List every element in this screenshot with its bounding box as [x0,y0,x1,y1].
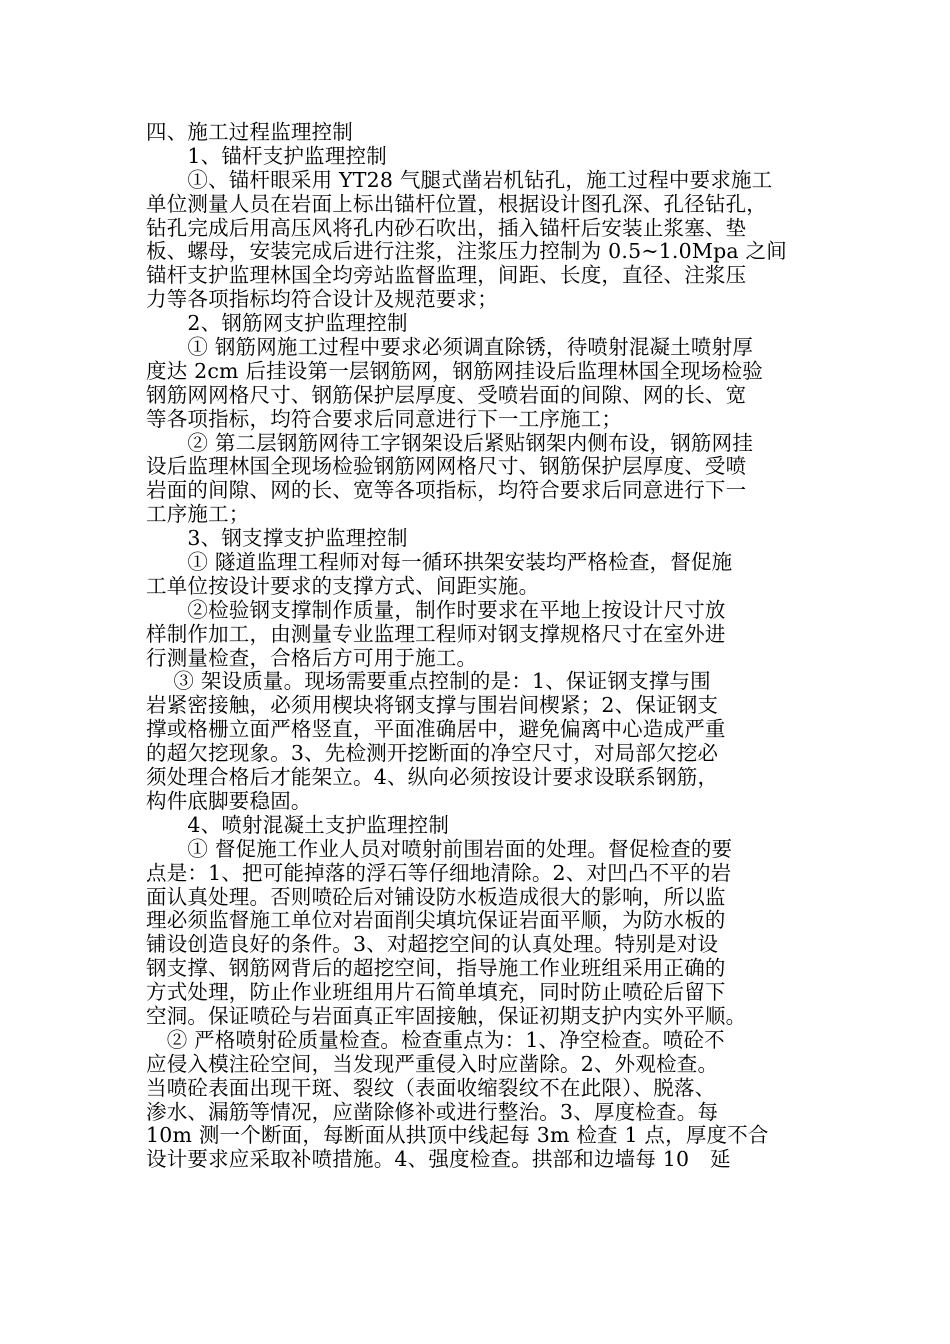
body-text-line: 单位测量人员在岩面上标出锚杆位置，根据设计图孔深、孔径钻孔， [146,191,767,216]
body-text-line: 空洞。保证喷砼与岩面真正牢固接触，保证初期支护内实外平顺。 [146,1003,747,1028]
body-text-line: 锚杆支护监理林国全均旁站监督监理，间距、长度，直径、注浆压 [146,263,747,288]
body-text-line: ③ 架设质量。现场需要重点控制的是：1、保证钢支撑与围 [146,669,711,694]
body-text-line: 构件底脚要稳固。 [146,788,312,813]
body-text-line: ②检验钢支撑制作质量，制作时要求在平地上按设计尺寸放 [146,597,726,622]
body-text-line: 撑或格栅立面严格竖直，平面准确居中，避免偏离中心造成严重 [146,717,726,742]
body-text-line: ①、锚杆眼采用 YT28 气腿式凿岩机钻孔，施工过程中要求施工 [146,167,773,192]
body-text-line: 岩紧密接触，必须用楔块将钢支撑与围岩间楔紧；2、保证钢支 [146,693,719,718]
body-text-line: ② 严格喷射砼质量检查。检查重点为：1、净空检查。喷砼不 [146,1027,725,1052]
body-text-line: 岩面的间隙、网的长、宽等各项指标，均符合要求后同意进行下一 [146,478,747,503]
subsection-heading: 2、钢筋网支护监理控制 [146,311,408,336]
subsection-heading: 3、钢支撑支护监理控制 [146,526,408,551]
body-text-line: 工单位按设计要求的支撑方式、间距实施。 [146,573,540,598]
subsection-heading: 1、锚杆支护监理控制 [146,143,387,168]
body-text-line: 工序施工； [146,502,250,527]
body-text-line: ② 第二层钢筋网待工字钢架设后紧贴钢架内侧布设，钢筋网挂 [146,430,754,455]
body-text-line: 铺设创造良好的条件。3、对超挖空间的认真处理。特别是对设 [146,932,719,957]
subsection-heading: 4、喷射混凝土支护监理控制 [146,812,450,837]
body-text-line: 力等各项指标均符合设计及规范要求； [146,287,498,312]
body-text-line: 行测量检查，合格后方可用于施工。 [146,645,478,670]
body-text-line: 钻孔完成后用高压风将孔内砂石吹出，插入锚杆后安装止浆塞、垫 [146,215,747,240]
body-text-line: 钢筋网网格尺寸、钢筋保护层厚度、受喷岩面的间隙、网的长、宽 [146,382,747,407]
body-text-line: ① 钢筋网施工过程中要求必须调直除锈，待喷射混凝土喷射厚 [146,335,754,360]
body-text-line: 设后监理林国全现场检验钢筋网网格尺寸、钢筋保护层厚度、受喷 [146,454,747,479]
body-text-line: 方式处理，防止作业班组用片石简单填充，同时防止喷砼后留下 [146,980,726,1005]
body-text-line: 的超欠挖现象。3、先检测开挖断面的净空尺寸，对局部欠挖必 [146,741,719,766]
document-page [146,121,806,1172]
body-text-line: 应侵入模注砼空间，当发现严重侵入时应凿除。2、外观检查。 [146,1051,719,1076]
body-text-line: 10m 测一个断面，每断面从拱顶中线起每 3m 检查 1 点，厚度不合 [146,1123,769,1148]
body-text-line: 面认真处理。否则喷砼后对铺设防水板造成很大的影响，所以监 [146,884,726,909]
body-text-line: ① 隧道监理工程师对每一循环拱架安装均严格检查，督促施 [146,550,733,575]
body-text-line: 度达 2cm 后挂设第一层钢筋网，钢筋网挂设后监理林国全现场检验 [146,358,763,383]
body-text-line: 样制作加工，由测量专业监理工程师对钢支撑规格尺寸在室外进 [146,621,726,646]
body-text-line: 设计要求应采取补喷措施。4、强度检查。拱部和边墙每 10 延 [146,1147,731,1172]
body-text-line: 渗水、漏筋等情况，应凿除修补或进行整治。3、厚度检查。每 [146,1099,719,1124]
body-text-line: 钢支撑、钢筋网背后的超挖空间，指导施工作业班组采用正确的 [146,956,726,981]
body-text-line: 等各项指标，均符合要求后同意进行下一工序施工； [146,406,623,431]
section-heading: 四、施工过程监理控制 [146,120,353,144]
body-text-line: 板、螺母，安装完成后进行注浆，注浆压力控制为 0.5~1.0Mpa 之间 [146,239,787,264]
body-text-line: ① 督促施工作业人员对喷射前围岩面的处理。督促检查的要 [146,836,733,861]
body-text-line: 点是：1、把可能掉落的浮石等仔细地清除。2、对凹凸不平的岩 [146,860,732,885]
body-text-line: 当喷砼表面出现干斑、裂纹（表面收缩裂纹不在此限）、脱落、 [146,1075,716,1100]
body-text-line: 须处理合格后才能架立。4、纵向必须按设计要求设联系钢筋， [146,765,719,790]
body-text-line: 理必须监督施工单位对岩面削尖填坑保证岩面平顺，为防水板的 [146,908,726,933]
